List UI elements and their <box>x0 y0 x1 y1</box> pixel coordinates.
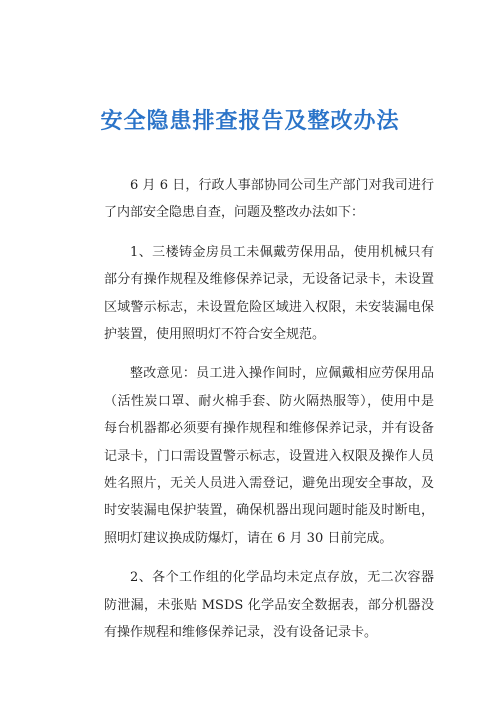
paragraph-rectification-1: 整改意见：员工进入操作间时，应佩戴相应劳保用品（活性炭口罩、耐火棉手套、防火隔热服等），使用中是每台机器都必须要有操作规程和维修保养记录，并有设备记录卡，门口需设置警示标志，设置进入权限及操作人员姓名照片，无关人员进入需登记，避免出现安全事故，及时安装漏电保护装置，确保机器出现问题时能及时断电，照明灯建议换成防爆灯，请在 6 月 30 日前完成。 <box>104 366 434 546</box>
document-body <box>104 172 434 659</box>
paragraph-intro: 6 月 6 日，行政人事部协同公司生产部门对我司进行了内部安全隐患自查，问题及整改办法如下： <box>104 178 434 221</box>
document-title: 安全隐患排查报告及整改办法 <box>100 109 400 134</box>
paragraph-issue-1: 1、三楼铸金房员工未佩戴劳保用品，使用机械只有部分有操作规程及维修保养记录，无设备记录卡，未设置区域警示标志，未设置危险区域进入权限，未安装漏电保护装置，使用照明灯不符合安全规范。 <box>104 244 434 343</box>
paragraph-issue-2: 2、各个工作组的化学品均未定点存放，无二次容器防泄漏，未张贴 MSDS 化学品安全数据表，部分机器没有操作规程和维修保养记录，没有设备记录卡。 <box>104 570 434 641</box>
